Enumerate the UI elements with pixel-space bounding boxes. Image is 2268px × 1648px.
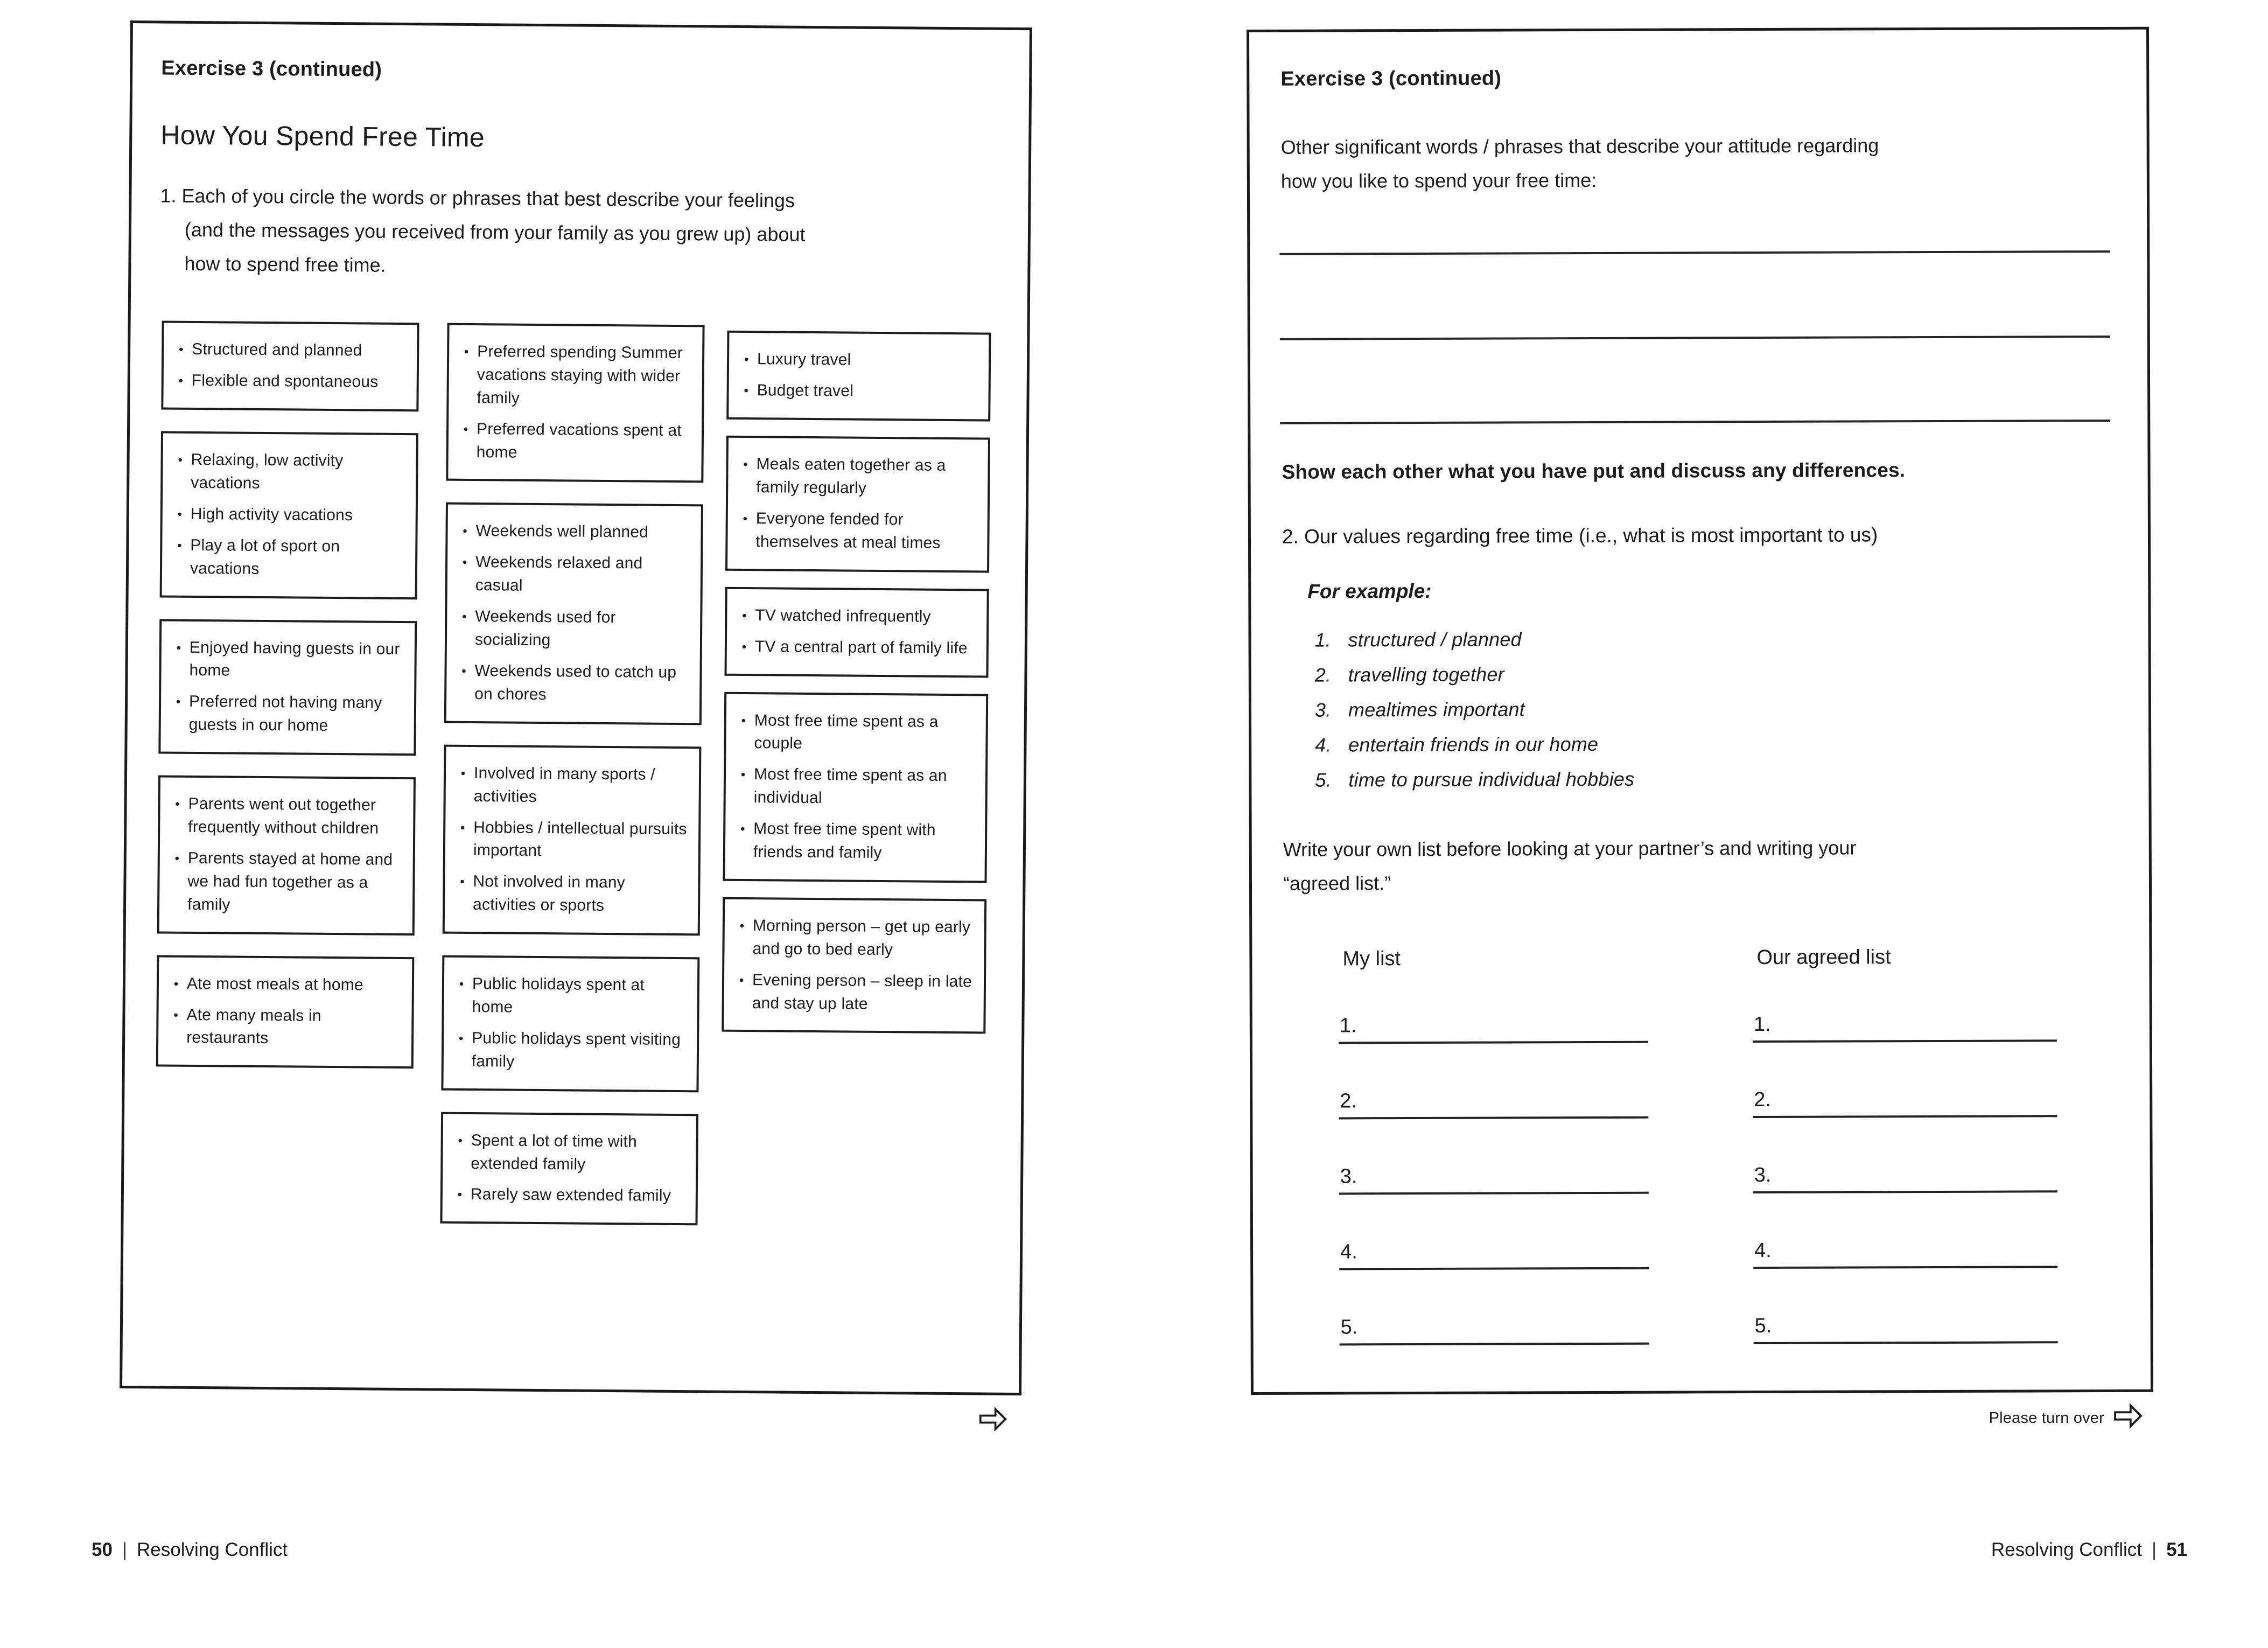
word-box-item bbox=[170, 369, 407, 394]
word-box-item-label: Luxury travel bbox=[757, 350, 851, 369]
writing-line bbox=[1753, 1039, 2057, 1043]
word-box-item bbox=[455, 417, 692, 465]
writing-line bbox=[1339, 1267, 1649, 1270]
word-box-item-label: Most free time spent as a couple bbox=[754, 711, 939, 753]
bullet-icon: • bbox=[175, 797, 180, 812]
list-slot-row bbox=[1339, 995, 1648, 1072]
list-slot-row bbox=[1753, 1295, 2057, 1372]
list-slot-number: 4. bbox=[1754, 1239, 1772, 1262]
for-example-label: For example: bbox=[1307, 579, 1432, 603]
left-page-frame bbox=[120, 20, 1032, 1395]
bullet-icon: • bbox=[460, 766, 466, 781]
word-box-item bbox=[734, 507, 978, 555]
list-slot-number: 2. bbox=[1340, 1090, 1357, 1113]
writing-line bbox=[1339, 1116, 1648, 1120]
answer-lists bbox=[1252, 945, 2115, 1379]
word-box-item bbox=[165, 1003, 402, 1051]
word-box-item bbox=[733, 604, 977, 629]
left-page-content bbox=[122, 23, 1030, 1393]
word-box bbox=[726, 331, 991, 422]
word-box-item bbox=[169, 502, 406, 527]
writing-line bbox=[1753, 1115, 2057, 1118]
word-box-item-label: Most free time spent as an individual bbox=[753, 765, 947, 807]
bullet-icon: • bbox=[178, 342, 184, 357]
bullet-icon: • bbox=[461, 664, 466, 679]
example-item bbox=[1315, 768, 1634, 804]
bullet-icon: • bbox=[463, 422, 468, 437]
word-box-item-label: Ate most meals at home bbox=[186, 974, 363, 994]
please-turn-over-label: Please turn over bbox=[1989, 1409, 2104, 1427]
example-item bbox=[1314, 628, 1634, 664]
word-box-item-label: Hobbies / intellectual pursuits important bbox=[473, 818, 687, 860]
example-item-number: 1. bbox=[1314, 629, 1331, 651]
writing-line bbox=[1753, 1190, 2057, 1193]
word-box-item bbox=[732, 763, 976, 811]
word-box bbox=[722, 897, 986, 1034]
writing-line bbox=[1279, 250, 2110, 255]
word-box-item-label: Most free time spent with friends and family bbox=[753, 820, 936, 862]
word-box-item bbox=[454, 551, 691, 599]
list-slot-number: 4. bbox=[1340, 1240, 1357, 1263]
list-slot-row bbox=[1339, 1297, 1649, 1373]
left-page-number: 50 bbox=[92, 1539, 113, 1560]
word-box-item-label: Morning person – get up early and go to bed early bbox=[752, 917, 971, 959]
bullet-icon: • bbox=[463, 524, 467, 539]
word-box-grid bbox=[153, 320, 1004, 1372]
word-box-item bbox=[455, 340, 692, 411]
word-box-item-label: Ate many meals in restaurants bbox=[186, 1005, 321, 1048]
example-item-number: 2. bbox=[1314, 664, 1331, 686]
word-box-item bbox=[453, 660, 690, 708]
left-page-title: How You Spend Free Time bbox=[160, 120, 485, 153]
word-box bbox=[724, 586, 989, 678]
bullet-icon: • bbox=[458, 1133, 463, 1148]
writing-line bbox=[1340, 1343, 1649, 1346]
left-footer-title: Resolving Conflict bbox=[137, 1539, 288, 1560]
item-2-text: 2. Our values regarding free time (i.e., what is most important to us) bbox=[1282, 523, 1878, 548]
word-box-item-label: Preferred spending Summer vacations staying with wider family bbox=[477, 343, 683, 407]
word-box-item-label: Evening person – sleep in late and stay up late bbox=[752, 970, 972, 1013]
list-slot-row bbox=[1339, 1071, 1648, 1147]
turn-page-arrow-icon bbox=[2113, 1403, 2143, 1433]
writing-line bbox=[1280, 336, 2110, 340]
word-box-item-label: Weekends used for socializing bbox=[474, 607, 616, 650]
word-box-item bbox=[452, 816, 689, 864]
bullet-icon: • bbox=[460, 820, 465, 835]
bullet-icon: • bbox=[741, 639, 747, 654]
word-box-item-label: Relaxing, low activity vacations bbox=[191, 450, 344, 492]
bullet-icon: • bbox=[173, 976, 179, 991]
word-box-item bbox=[166, 793, 404, 841]
list-slot-number: 5. bbox=[1754, 1314, 1772, 1338]
word-box-item bbox=[167, 636, 405, 684]
list-slot-number: 1. bbox=[1339, 1014, 1357, 1037]
bullet-icon: • bbox=[458, 1031, 464, 1046]
word-box-item-label: Weekends relaxed and casual bbox=[475, 553, 643, 595]
blank-writing-lines bbox=[1249, 30, 2146, 32]
footer-separator: | bbox=[122, 1539, 128, 1560]
writing-line bbox=[1754, 1341, 2058, 1344]
my-list-label: My list bbox=[1342, 947, 1401, 970]
bullet-icon: • bbox=[177, 538, 182, 553]
word-box-item-label: Involved in many sports / activities bbox=[473, 764, 655, 806]
word-box bbox=[161, 320, 419, 411]
bullet-icon: • bbox=[742, 608, 747, 623]
word-box-item bbox=[732, 818, 976, 865]
example-list bbox=[1314, 628, 1634, 804]
right-page-footer bbox=[1991, 1539, 2187, 1561]
word-box bbox=[444, 502, 703, 725]
list-slot-number: 5. bbox=[1340, 1316, 1358, 1339]
word-box bbox=[725, 436, 990, 572]
bullet-icon: • bbox=[459, 976, 464, 992]
word-box-item bbox=[449, 1183, 686, 1208]
word-box-item-label: Not involved in many activities or sports bbox=[472, 872, 626, 915]
word-box bbox=[446, 323, 704, 483]
example-item-number: 4. bbox=[1315, 734, 1332, 756]
word-box-item bbox=[735, 379, 978, 404]
right-page-number: 51 bbox=[2166, 1539, 2187, 1560]
bullet-icon: • bbox=[176, 640, 181, 655]
word-box-item-label: Everyone fended for themselves at meal times bbox=[755, 509, 941, 552]
word-box-item bbox=[450, 973, 688, 1021]
word-box-item bbox=[167, 690, 405, 738]
footer-separator: | bbox=[2151, 1539, 2157, 1560]
word-box bbox=[158, 619, 417, 756]
example-item-label: entertain friends in our home bbox=[1348, 732, 1599, 756]
right-page-intro: Other significant words / phrases that describe your attitude regarding how you like to spend your free time: bbox=[1280, 134, 1879, 192]
example-item bbox=[1315, 698, 1634, 734]
word-box-item bbox=[451, 870, 689, 918]
word-box-column bbox=[440, 323, 704, 1247]
my-list-column bbox=[1338, 947, 1649, 1379]
list-slot-number: 1. bbox=[1753, 1012, 1771, 1036]
list-slot-number: 3. bbox=[1754, 1163, 1772, 1187]
bullet-icon: • bbox=[743, 511, 748, 526]
right-page-header: Exercise 3 (continued) bbox=[1280, 67, 1502, 90]
word-box-item bbox=[169, 534, 406, 582]
word-box bbox=[157, 776, 416, 935]
agreed-list-column bbox=[1752, 945, 2058, 1377]
word-box bbox=[160, 431, 418, 599]
word-box-item-label: Parents went out together frequently without children bbox=[188, 795, 379, 837]
word-box-item-label: Budget travel bbox=[757, 381, 854, 400]
writing-line bbox=[1753, 1266, 2057, 1269]
bullet-icon: • bbox=[740, 822, 745, 837]
left-page-instruction: 1. Each of you circle the words or phrases that best describe your feelings (and the messages you received from your family as you grew up) about how to spend free time. bbox=[160, 184, 806, 276]
word-box-item-label: TV a central part of family life bbox=[754, 637, 968, 657]
discuss-heading: Show each other what you have put and discuss any differences. bbox=[1282, 459, 1906, 483]
right-page-frame bbox=[1247, 27, 2153, 1395]
word-box-item-label: Public holidays spent visiting family bbox=[471, 1029, 681, 1071]
word-box-item bbox=[454, 520, 691, 544]
word-box bbox=[156, 955, 415, 1069]
word-box-item bbox=[736, 348, 979, 373]
list-slot-number: 3. bbox=[1340, 1165, 1357, 1188]
list-slot-row bbox=[1753, 1220, 2057, 1296]
word-box-item bbox=[169, 449, 407, 497]
word-box-column bbox=[156, 320, 419, 1090]
bullet-icon: • bbox=[741, 713, 746, 728]
list-slot-row bbox=[1339, 1146, 1649, 1223]
word-box-item-label: Spent a lot of time with extended family bbox=[471, 1131, 638, 1174]
example-item-label: travelling together bbox=[1348, 663, 1504, 686]
bullet-icon: • bbox=[173, 1008, 178, 1023]
word-box bbox=[440, 1112, 698, 1226]
word-box-item bbox=[450, 1027, 688, 1075]
list-slot-number: 2. bbox=[1754, 1088, 1772, 1112]
word-box bbox=[723, 692, 988, 883]
list-slot-row bbox=[1753, 1069, 2057, 1146]
word-box-item bbox=[449, 1129, 687, 1177]
left-page-footer bbox=[92, 1539, 288, 1561]
list-slot-row bbox=[1339, 1221, 1649, 1298]
word-box-item-label: Public holidays spent at home bbox=[472, 975, 645, 1016]
word-box-item bbox=[732, 709, 976, 757]
word-box-item-label: Structured and planned bbox=[192, 340, 362, 360]
writing-line bbox=[1339, 1192, 1649, 1195]
bullet-icon: • bbox=[462, 610, 467, 625]
word-box-item-label: Enjoyed having guests in our home bbox=[189, 638, 400, 680]
bullet-icon: • bbox=[743, 457, 748, 472]
word-box-item bbox=[734, 453, 978, 501]
turn-page-arrow-icon bbox=[978, 1407, 1007, 1434]
bullet-icon: • bbox=[174, 851, 180, 866]
word-box-item-label: Meals eaten together as a family regularly bbox=[756, 455, 946, 497]
word-box bbox=[441, 955, 699, 1092]
word-box-item-label: Weekends well planned bbox=[475, 522, 649, 542]
word-box-item bbox=[452, 762, 690, 810]
bullet-icon: • bbox=[744, 383, 748, 399]
example-item-number: 5. bbox=[1315, 769, 1332, 791]
word-box-item-label: Rarely saw extended family bbox=[470, 1185, 671, 1205]
bullet-icon: • bbox=[744, 352, 749, 367]
word-box-item bbox=[453, 605, 691, 653]
bullet-icon: • bbox=[177, 507, 183, 522]
bullet-icon: • bbox=[178, 373, 184, 388]
word-box-item bbox=[170, 338, 407, 363]
example-item bbox=[1315, 733, 1634, 769]
please-turn-over bbox=[1874, 1403, 2143, 1433]
right-page-content bbox=[1249, 30, 2151, 1392]
example-item-label: time to pursue individual hobbies bbox=[1348, 767, 1635, 791]
word-box-item-label: Parents stayed at home and we had fun together as a family bbox=[187, 849, 393, 914]
example-item-number: 3. bbox=[1314, 699, 1332, 721]
writing-line bbox=[1339, 1041, 1648, 1044]
list-slot-row bbox=[1753, 1144, 2057, 1221]
word-box-item bbox=[733, 635, 977, 660]
word-box-item-label: Preferred vacations spent at home bbox=[476, 420, 682, 462]
example-item-label: structured / planned bbox=[1348, 628, 1522, 651]
bullet-icon: • bbox=[176, 695, 181, 710]
write-own-list-text: Write your own list before looking at your partner’s and writing your “agreed list.” bbox=[1283, 836, 1857, 895]
bullet-icon: • bbox=[457, 1188, 463, 1203]
example-item bbox=[1315, 663, 1634, 699]
right-footer-title: Resolving Conflict bbox=[1991, 1539, 2142, 1560]
bullet-icon: • bbox=[739, 973, 744, 988]
word-box-item bbox=[166, 847, 403, 918]
bullet-icon: • bbox=[464, 344, 469, 359]
word-box-item bbox=[731, 969, 975, 1017]
word-box-item-label: Play a lot of sport on vacations bbox=[190, 536, 340, 578]
word-box-item bbox=[731, 914, 975, 962]
bullet-icon: • bbox=[740, 767, 746, 783]
bullet-icon: • bbox=[462, 555, 467, 570]
bullet-icon: • bbox=[739, 918, 745, 933]
bullet-icon: • bbox=[178, 452, 183, 467]
bullet-icon: • bbox=[460, 875, 465, 890]
word-box-item-label: Preferred not having many guests in our home bbox=[188, 693, 382, 735]
word-box bbox=[443, 744, 702, 935]
word-box-item-label: TV watched infrequently bbox=[755, 606, 931, 626]
word-box-item-label: Weekends used to catch up on chores bbox=[474, 662, 677, 704]
example-item-label: mealtimes important bbox=[1348, 698, 1525, 721]
agreed-list-label: Our agreed list bbox=[1756, 946, 1891, 969]
word-box-column bbox=[722, 325, 991, 1050]
word-box-item bbox=[165, 972, 402, 997]
left-page-header: Exercise 3 (continued) bbox=[161, 57, 382, 81]
writing-line bbox=[1280, 420, 2110, 424]
word-box-item-label: High activity vacations bbox=[190, 505, 353, 525]
word-box-item-label: Flexible and spontaneous bbox=[191, 371, 379, 391]
list-slot-row bbox=[1753, 994, 2057, 1070]
